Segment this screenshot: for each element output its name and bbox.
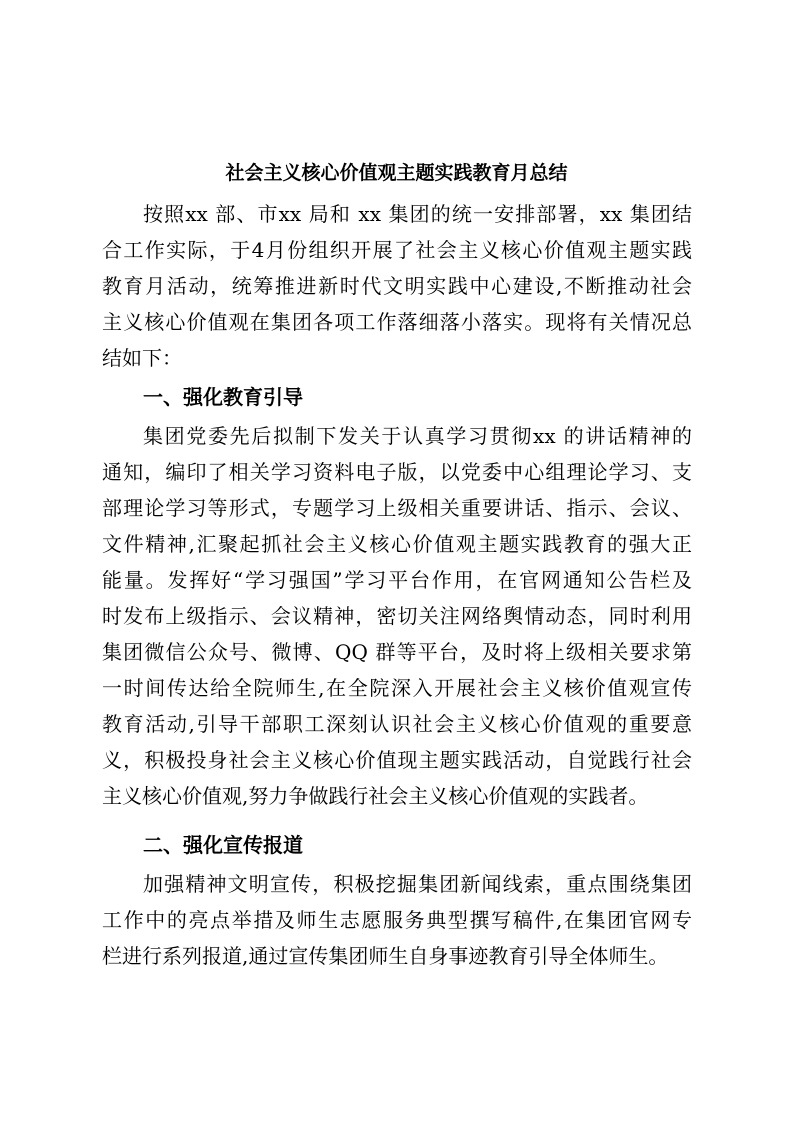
section1-line: 主义核心价值观,努力争做践行社会主义核心价值观的实践者。 bbox=[102, 784, 649, 808]
section-heading-1: 一、强化教育引导 bbox=[143, 385, 303, 409]
section1-line: 时发布上级指示、会议精神，密切关注网络舆情动态，同时利用 bbox=[102, 604, 692, 628]
section1-line: 教育活动,引导干部职工深刻认识社会主义核心价值观的重要意 bbox=[102, 712, 692, 736]
section2-line: 栏进行系列报道,通过宣传集团师生自身事迹教育引导全体师生。 bbox=[102, 944, 669, 968]
intro-line: 合工作实际，于4月份组织开展了社会主义核心价值观主题实践 bbox=[102, 238, 692, 262]
intro-line: 主义核心价值观在集团各项工作落细落小落实。现将有关情况总 bbox=[102, 310, 692, 334]
section1-line: 通知，编印了相关学习资料电子版，以党委中心组理论学习、支 bbox=[102, 460, 692, 484]
section-heading-2: 二、强化宣传报道 bbox=[143, 833, 303, 857]
section1-line: 文件精神,汇聚起抓社会主义核心价值观主题实践教育的强大正 bbox=[102, 532, 692, 556]
section1-line: 部理论学习等形式，专题学习上级相关重要讲话、指示、会议、 bbox=[102, 496, 692, 520]
section1-line: 集团党委先后拟制下发关于认真学习贯彻xx 的讲话精神的 bbox=[143, 424, 692, 448]
intro-line: 教育月活动，统筹推进新时代文明实践中心建设,不断推动社会 bbox=[102, 274, 692, 298]
section2-line: 工作中的亮点举措及师生志愿服务典型撰写稿件,在集团官网专 bbox=[102, 908, 692, 932]
intro-line: 按照xx 部、市xx 局和 xx 集团的统一安排部署，xx 集团结 bbox=[143, 202, 692, 226]
section1-line: 集团微信公众号、微博、QQ 群等平台，及时将上级相关要求第 bbox=[102, 640, 692, 664]
section1-line: 义，积极投身社会主义核心价值现主题实践活动，自觉践行社会 bbox=[102, 748, 692, 772]
section1-line: 一时间传达给全院师生,在全院深入开展社会主义核价值观宣传 bbox=[102, 676, 692, 700]
intro-line: 结如下： bbox=[102, 346, 182, 370]
section1-line: 能量。发挥好“学习强国”学习平台作用，在官网通知公告栏及 bbox=[102, 568, 692, 592]
section2-line: 加强精神文明宣传，积极挖掘集团新闻线索，重点围绕集团 bbox=[143, 872, 692, 896]
document-title: 社会主义核心价值观主题实践教育月总结 bbox=[225, 162, 568, 184]
